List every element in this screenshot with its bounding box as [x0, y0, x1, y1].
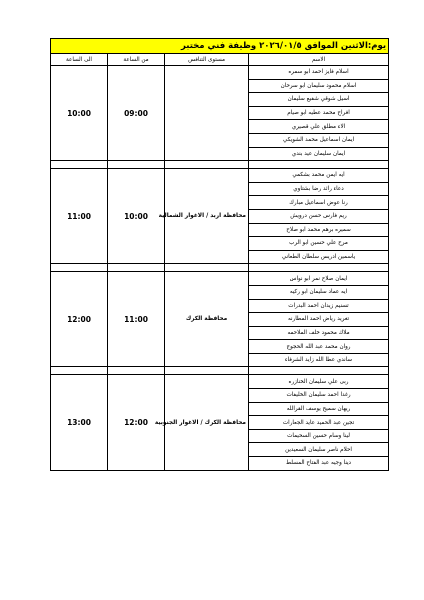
name-cell: ياسمين ادريس سلطان الطعاني: [249, 250, 389, 264]
header-row: [51, 54, 389, 66]
from-time-cell: 09:00: [108, 66, 165, 161]
table-row: [51, 169, 389, 183]
name-cell: اسيل شوقي شفيع سليمان: [249, 93, 389, 107]
name-cell: ساندي عطا الله زايد الشرفاء: [249, 353, 389, 367]
separator-cell: [249, 161, 389, 169]
name-cell: ملاك محمود خلف الملاحمه: [249, 326, 389, 340]
region-cell: محافظة اربد / الاغوار الشمالية: [165, 169, 249, 264]
page-title: يوم:الاثنين الموافق ٢٠٢٦/٠١/٥ وظيفة فني مختبر: [51, 39, 389, 54]
group-separator-row: [51, 367, 389, 375]
name-cell: مرح علي حسين ابو الرب: [249, 237, 389, 251]
name-cell: تجين عبد الحميد عايد الجعارات: [249, 416, 389, 430]
name-cell: روان محمد عبد الله الحجوج: [249, 340, 389, 354]
name-cell: سميره برهم محمد ابو صلاح: [249, 223, 389, 237]
name-cell: ايمان سليمان عيد بندي: [249, 147, 389, 161]
name-cell: اسلام فايز احمد ابو سمره: [249, 66, 389, 80]
table-row: [51, 375, 389, 389]
separator-cell: [165, 264, 249, 272]
region-cell: [165, 66, 249, 161]
from-time-cell: 10:00: [108, 169, 165, 264]
name-cell: دينا وجيه عبد الفتاح المسلط: [249, 457, 389, 471]
region-cell: محافظة الكرك: [165, 272, 249, 367]
to-time-cell: 10:00: [51, 66, 108, 161]
separator-cell: [249, 367, 389, 375]
title-row: [51, 39, 389, 54]
name-cell: رنا عوض اسماعيل مبارك: [249, 196, 389, 210]
separator-cell: [51, 161, 108, 169]
header-region: مستوى التنافس: [165, 54, 249, 66]
name-cell: ايه ايمن محمد بشكمي: [249, 169, 389, 183]
name-cell: لينا وسام حسين السحيمات: [249, 429, 389, 443]
group-separator-row: [51, 161, 389, 169]
name-cell: الاء مطلق علي قصيري: [249, 120, 389, 134]
name-cell: رغدا احمد سليمان الخليفات: [249, 389, 389, 403]
region-cell: محافظة الكرك / الاغوار الجنوبية: [165, 375, 249, 470]
table-row: [51, 272, 389, 286]
name-cell: ريهان سميح يوسف القرالله: [249, 402, 389, 416]
group-separator-row: [51, 264, 389, 272]
separator-cell: [165, 161, 249, 169]
name-cell: افراح محمد عطيه ابو صيام: [249, 106, 389, 120]
schedule-table: [50, 38, 389, 471]
header-name: الاسم: [249, 54, 389, 66]
from-time-cell: 12:00: [108, 375, 165, 470]
separator-cell: [51, 264, 108, 272]
name-cell: ايمان اسماعيل محمد الشويكي: [249, 133, 389, 147]
header-to: الى الساعة: [51, 54, 108, 66]
name-cell: ربى علي سليمان الخنازره: [249, 375, 389, 389]
separator-cell: [165, 367, 249, 375]
separator-cell: [249, 264, 389, 272]
separator-cell: [51, 367, 108, 375]
name-cell: دعاء رائد رضا بشتاوي: [249, 182, 389, 196]
header-from: من الساعة: [108, 54, 165, 66]
to-time-cell: 11:00: [51, 169, 108, 264]
name-cell: اسلام محمود سليمان ابو سرحان: [249, 79, 389, 93]
separator-cell: [108, 161, 165, 169]
name-cell: احلام ناصر سليمان السعيدين: [249, 443, 389, 457]
separator-cell: [108, 367, 165, 375]
table-row: [51, 66, 389, 80]
separator-cell: [108, 264, 165, 272]
name-cell: تسنيم زيدان احمد البدرات: [249, 299, 389, 313]
to-time-cell: 12:00: [51, 272, 108, 367]
name-cell: تغريد رياض احمد المطارنه: [249, 313, 389, 327]
to-time-cell: 13:00: [51, 375, 108, 470]
name-cell: ريم فارس حسن درويش: [249, 209, 389, 223]
name-cell: ايه عماد سليمان ابو ركيه: [249, 285, 389, 299]
name-cell: ايمان صلاح نمر ابو نواس: [249, 272, 389, 286]
from-time-cell: 11:00: [108, 272, 165, 367]
